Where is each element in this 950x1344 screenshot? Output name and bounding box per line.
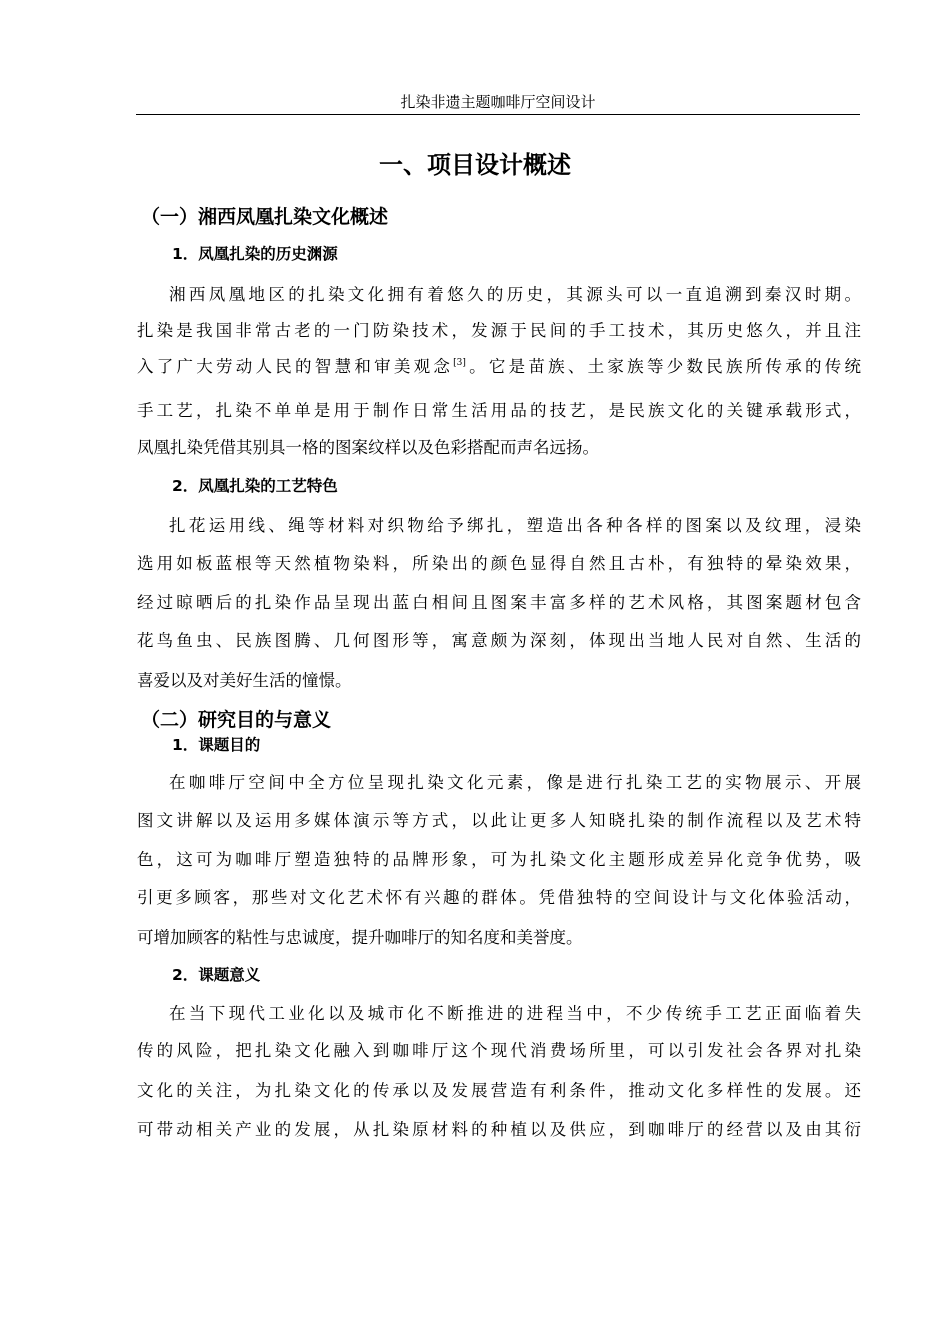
section-heading-1: （一）湘西凤凰扎染文化概述	[141, 206, 389, 228]
paragraph-line: 可增加顾客的粘性与忠诚度，提升咖啡厅的知名度和美誉度。	[137, 928, 583, 947]
paragraph-line: 可带动相关产业的发展，从扎染原材料的种植以及供应，到咖啡厅的经营以及由其衍	[137, 1120, 861, 1139]
subsection-heading-2-1: 1．课题目的	[172, 736, 261, 754]
paragraph-line: 引更多顾客，那些对文化艺术怀有兴趣的群体。凭借独特的空间设计与文化体验活动，	[137, 888, 861, 907]
running-header: 扎染非遗主题咖啡厅空间设计	[400, 93, 596, 111]
paragraph-line: 在当下现代工业化以及城市化不断推进的进程当中，不少传统手工艺正面临着失	[169, 1004, 861, 1023]
paragraph-line: 选用如板蓝根等天然植物染料，所染出的颜色显得自然且古朴，有独特的晕染效果，	[137, 554, 861, 573]
paragraph-line: 手工艺，扎染不单单是用于制作日常生活用品的技艺，是民族文化的关键承载形式，	[137, 401, 861, 420]
section-heading-2: （二）研究目的与意义	[141, 709, 332, 731]
paragraph-line: 传的风险，把扎染文化融入到咖啡厅这个现代消费场所里，可以引发社会各界对扎染	[137, 1041, 861, 1060]
paragraph-line: 经过晾晒后的扎染作品呈现出蓝白相间且图案丰富多样的艺术风格，其图案题材包含	[137, 593, 861, 612]
paragraph-line: 图文讲解以及运用多媒体演示等方式，以此让更多人知晓扎染的制作流程以及艺术特	[137, 811, 861, 830]
chapter-title: 一、项目设计概述	[379, 151, 571, 179]
paragraph-line: 扎染是我国非常古老的一门防染技术，发源于民间的手工技术，其历史悠久，并且注	[137, 321, 861, 340]
paragraph-text: 。它是苗族、土家族等少数民族所传承的传统	[465, 357, 862, 376]
paragraph-line: 在咖啡厅空间中全方位呈现扎染文化元素，像是进行扎染工艺的实物展示、开展	[169, 773, 861, 792]
subsection-heading-1-2: 2．凤凰扎染的工艺特色	[172, 477, 338, 495]
paragraph-line: 凤凰扎染凭借其别具一格的图案纹样以及色彩搭配而声名远扬。	[137, 438, 599, 457]
subsection-heading-2-2: 2．课题意义	[172, 966, 261, 984]
paragraph-line: 色，这可为咖啡厅塑造独特的品牌形象，可为扎染文化主题形成差异化竞争优势，吸	[137, 850, 861, 869]
paragraph-line: 湘西凤凰地区的扎染文化拥有着悠久的历史，其源头可以一直追溯到秦汉时期。	[169, 285, 861, 304]
paragraph-text: 入了广大劳动人民的智慧和审美观念	[137, 357, 454, 376]
citation-mark: [3]	[453, 358, 466, 368]
paragraph-line: 花鸟鱼虫、民族图腾、几何图形等，寓意颇为深刻，体现出当地人民对自然、生活的	[137, 631, 861, 650]
paragraph-line	[137, 356, 861, 378]
paragraph-line: 喜爱以及对美好生活的憧憬。	[137, 671, 352, 690]
header-rule	[136, 114, 860, 115]
paragraph-line: 扎花运用线、绳等材料对织物给予绑扎，塑造出各种各样的图案以及纹理，浸染	[169, 516, 861, 535]
subsection-heading-1-1: 1．凤凰扎染的历史渊源	[172, 245, 338, 263]
paragraph-line: 文化的关注，为扎染文化的传承以及发展营造有利条件，推动文化多样性的发展。还	[137, 1081, 861, 1100]
